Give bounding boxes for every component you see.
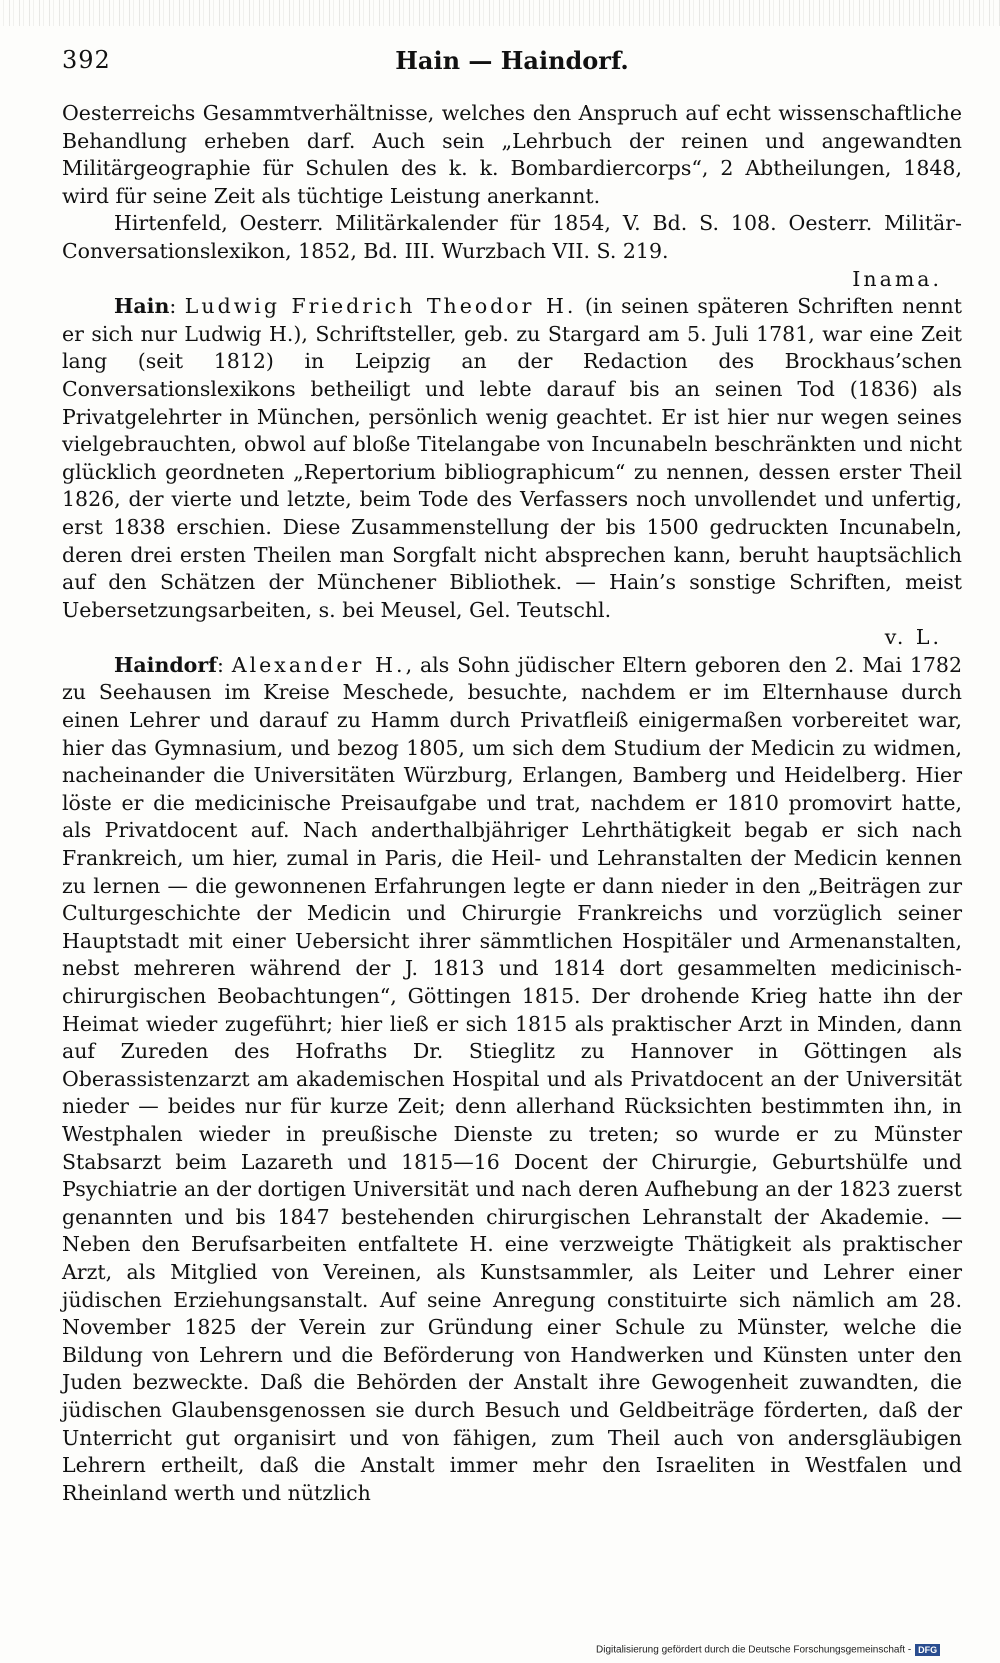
- name-hain: Ludwig Friedrich Theodor H.: [184, 294, 577, 319]
- headword-haindorf: Haindorf: [114, 652, 217, 677]
- scan-edge-noise: [0, 0, 1000, 26]
- digitization-footer: [596, 1644, 996, 1660]
- entry-hain-text: (in seinen späteren Schriften nennt er sich nur Ludwig H.), Schriftsteller, geb. zu Stargard am 5. Juli 1781, war eine Zeit lang (seit 1812) in Leipzig an der Redaction des Brockhaus’schen Conversationslexikons betheiligt und lebte darauf bis an seinen Tod (1836) als Privatgelehrter in München, persönlich wenig geachtet. Er ist hier nur wegen seines vielgebrauchten, obwol auf bloße Titelangabe von Incunabeln beschränkten und nicht glücklich geordneten „Repertorium bibliographicum“ zu nennen, dessen erster Theil 1826, der vierte und letzte, beim Tode des Verfassers noch unvollendet und unfertig, erst 1838 erschien. Diese Zusammenstellung der bis 1500 gedruckten Incunabeln, deren drei ersten Theilen man Sorgfalt nicht absprechen kann, beruht hauptsächlich auf den Schätzen der Münchener Bibliothek. — Hain’s sonstige Schriften, meist Uebersetzungsarbeiten, s. bei Meusel, Gel. Teutschl.: [62, 294, 962, 622]
- dfg-logo-icon: DFG: [915, 1644, 940, 1656]
- entry-hain: Hain: Ludwig Friedrich Theodor H. (in seinen späteren Schriften nennt er sich nur Ludwig H.), Schriftsteller, geb. zu Stargard am 5. Juli 1781, war eine Zeit lang (seit 1812) in Leipzig an der Redaction des Brockhaus’schen Conversationslexikons betheiligt und lebte darauf bis an seinen Tod (1836) als Privatgelehrter in München, persönlich wenig geachtet. Er ist hier nur wegen seines vielgebrauchten, obwol auf bloße Titelangabe von Incunabeln beschränkten und nicht glücklich geordneten „Repertorium bibliographicum“ zu nennen, dessen erster Theil 1826, der vierte und letzte, beim Tode des Verfassers noch unvollendet und unfertig, erst 1838 erschien. Diese Zusammenstellung der bis 1500 gedruckten Incunabeln, deren drei ersten Theilen man Sorgfalt nicht absprechen kann, beruht hauptsächlich auf den Schätzen der Münchener Bibliothek. — Hain’s sonstige Schriften, meist Uebersetzungsarbeiten, s. bei Meusel, Gel. Teutschl.: [62, 294, 962, 622]
- body-text: [62, 100, 962, 1507]
- page-number: 392: [62, 46, 111, 74]
- preceding-entry-sources: Hirtenfeld, Oesterr. Militärkalender für 1854, V. Bd. S. 108. Oesterr. Militär-Conversationslexikon, 1852, Bd. III. Wurzbach VII. S. 219.: [62, 211, 962, 263]
- signature-vl: v. L.: [884, 625, 942, 650]
- signature-inama: Inama.: [852, 266, 942, 291]
- running-head: Hain — Haindorf.: [395, 46, 629, 75]
- entry-haindorf-text: , als Sohn jüdischer Eltern geboren den 2. Mai 1782 zu Seehausen im Kreise Meschede, besuchte, nachdem er im Elternhause durch einen Lehrer und darauf zu Hamm durch Privatfleiß einigermaßen vorbereitet war, hier das Gymnasium, und bezog 1805, um sich dem Studium der Medicin zu widmen, nacheinander die Universitäten Würzburg, Erlangen, Bamberg und Heidelberg. Hier löste er die medicinische Preisaufgabe und trat, nachdem er 1810 promovirt hatte, als Privatdocent auf. Nach anderthalbjähriger Lehrthätigkeit begab er sich nach Frankreich, um hier, zumal in Paris, die Heil- und Lehranstalten der Medicin kennen zu lernen — die gewonnenen Erfahrungen legte er dann nieder in den „Beiträgen zur Culturgeschichte der Medicin und Chirurgie Frankreichs und vorzüglich seiner Hauptstadt mit einer Uebersicht ihrer sämmtlichen Hospitäler und Armenanstalten, nebst mehreren während der J. 1813 und 1814 dort gesammelten medicinisch-chirurgischen Beobachtungen“, Göttingen 1815. Der drohende Krieg hatte ihn der Heimat wieder zugeführt; hier ließ er sich 1815 als praktischer Arzt in Minden, dann auf Zureden des Hofraths Dr. Stieglitz zu Hannover in Göttingen als Oberassistenzarzt am akademischen Hospital und als Privatdocent an der Universität nieder — beides nur für kurze Zeit; denn allerhand Rücksichten bestimmten ihn, in Westphalen wieder in preußische Dienste zu treten; so wurde er zu Münster Stabsarzt beim Lazareth und 1815—16 Docent der Chirurgie, Geburtshülfe und Psychiatrie an der dortigen Universität und nach deren Aufhebung an der 1823 zuerst genannten und bis 1847 bestehenden chirurgischen Lehranstalt der Akademie. — Neben den Berufsarbeiten entfaltete H. eine verzweigte Thätigkeit als praktischer Arzt, als Mitglied von Vereinen, als Kunstsammler, als Leiter und Lehrer einer jüdischen Erziehungsanstalt. Auf seine Anregung constituirte sich nämlich am 28. November 1825 der Verein zur Gründung einer Schule zu Münster, welche die Bildung von Lehrern und die Beförderung von Handwerken und Künsten unter den Juden bezweckte. Daß die Behörden der Anstalt ihre Gewogenheit zuwandten, die jüdischen Glaubensgenossen sie durch Besuch und Geldbeiträge förderten, daß der Unterricht gut organisirt und von fähigen, zum Theil auch von andersgläubigen Lehrern ertheilt, daß die Anstalt immer mehr den Israeliten in Westfalen und Rheinland werth und nützlich: [62, 652, 962, 1505]
- footer-text: Digitalisierung gefördert durch die Deutsche Forschungsgemeinschaft -: [596, 1644, 912, 1656]
- entry-haindorf: Haindorf: Alexander H., als Sohn jüdischer Eltern geboren den 2. Mai 1782 zu Seehausen im Kreise Meschede, besuchte, nachdem er im Elternhause durch einen Lehrer und darauf zu Hamm durch Privatfleiß einigermaßen vorbereitet war, hier das Gymnasium, und bezog 1805, um sich dem Studium der Medicin zu widmen, nacheinander die Universitäten Würzburg, Erlangen, Bamberg und Heidelberg. Hier löste er die medicinische Preisaufgabe und trat, nachdem er 1810 promovirt hatte, als Privatdocent auf. Nach anderthalbjähriger Lehrthätigkeit begab er sich nach Frankreich, um hier, zumal in Paris, die Heil- und Lehranstalten der Medicin kennen zu lernen — die gewonnenen Erfahrungen legte er dann nieder in den „Beiträgen zur Culturgeschichte der Medicin und Chirurgie Frankreichs und vorzüglich seiner Hauptstadt mit einer Uebersicht ihrer sämmtlichen Hospitäler und Armenanstalten, nebst mehreren während der J. 1813 und 1814 dort gesammelten medicinisch-chirurgischen Beobachtungen“, Göttingen 1815. Der drohende Krieg hatte ihn der Heimat wieder zugeführt; hier ließ er sich 1815 als praktischer Arzt in Minden, dann auf Zureden des Hofraths Dr. Stieglitz zu Hannover in Göttingen als Oberassistenzarzt am akademischen Hospital und als Privatdocent an der Universität nieder — beides nur für kurze Zeit; denn allerhand Rücksichten bestimmten ihn, in Westphalen wieder in preußische Dienste zu treten; so wurde er zu Münster Stabsarzt beim Lazareth und 1815—16 Docent der Chirurgie, Geburtshülfe und Psychiatrie an der dortigen Universität und nach deren Aufhebung an der 1823 zuerst genannten und bis 1847 bestehenden chirurgischen Lehranstalt der Akademie. — Neben den Berufsarbeiten entfaltete H. eine verzweigte Thätigkeit als praktischer Arzt, als Mitglied von Vereinen, als Kunstsammler, als Leiter und Lehrer einer jüdischen Erziehungsanstalt. Auf seine Anregung constituirte sich nämlich am 28. November 1825 der Verein zur Gründung einer Schule zu Münster, welche die Bildung von Lehrern und die Beförderung von Handwerken und Künsten unter den Juden bezweckte. Daß die Behörden der Anstalt ihre Gewogenheit zuwandten, die jüdischen Glaubensgenossen sie durch Besuch und Geldbeiträge förderten, daß der Unterricht gut organisirt und von fähigen, zum Theil auch von andersgläubigen Lehrern ertheilt, daß die Anstalt immer mehr den Israeliten in Westfalen und Rheinland werth und nützlich: [62, 652, 962, 1505]
- name-haindorf: Alexander H.: [231, 652, 406, 677]
- preceding-entry-text: Oesterreichs Gesammtverhältnisse, welches den Anspruch auf echt wissenschaftliche Behandlung erheben darf. Auch sein „Lehrbuch der reinen und angewandten Militärgeographie für Schulen des k. k. Bombardiercorps“, 2 Abtheilungen, 1848, wird für seine Zeit als tüchtige Leistung anerkannt.: [62, 101, 962, 208]
- headword-hain: Hain: [114, 294, 170, 319]
- page-header: [62, 46, 962, 86]
